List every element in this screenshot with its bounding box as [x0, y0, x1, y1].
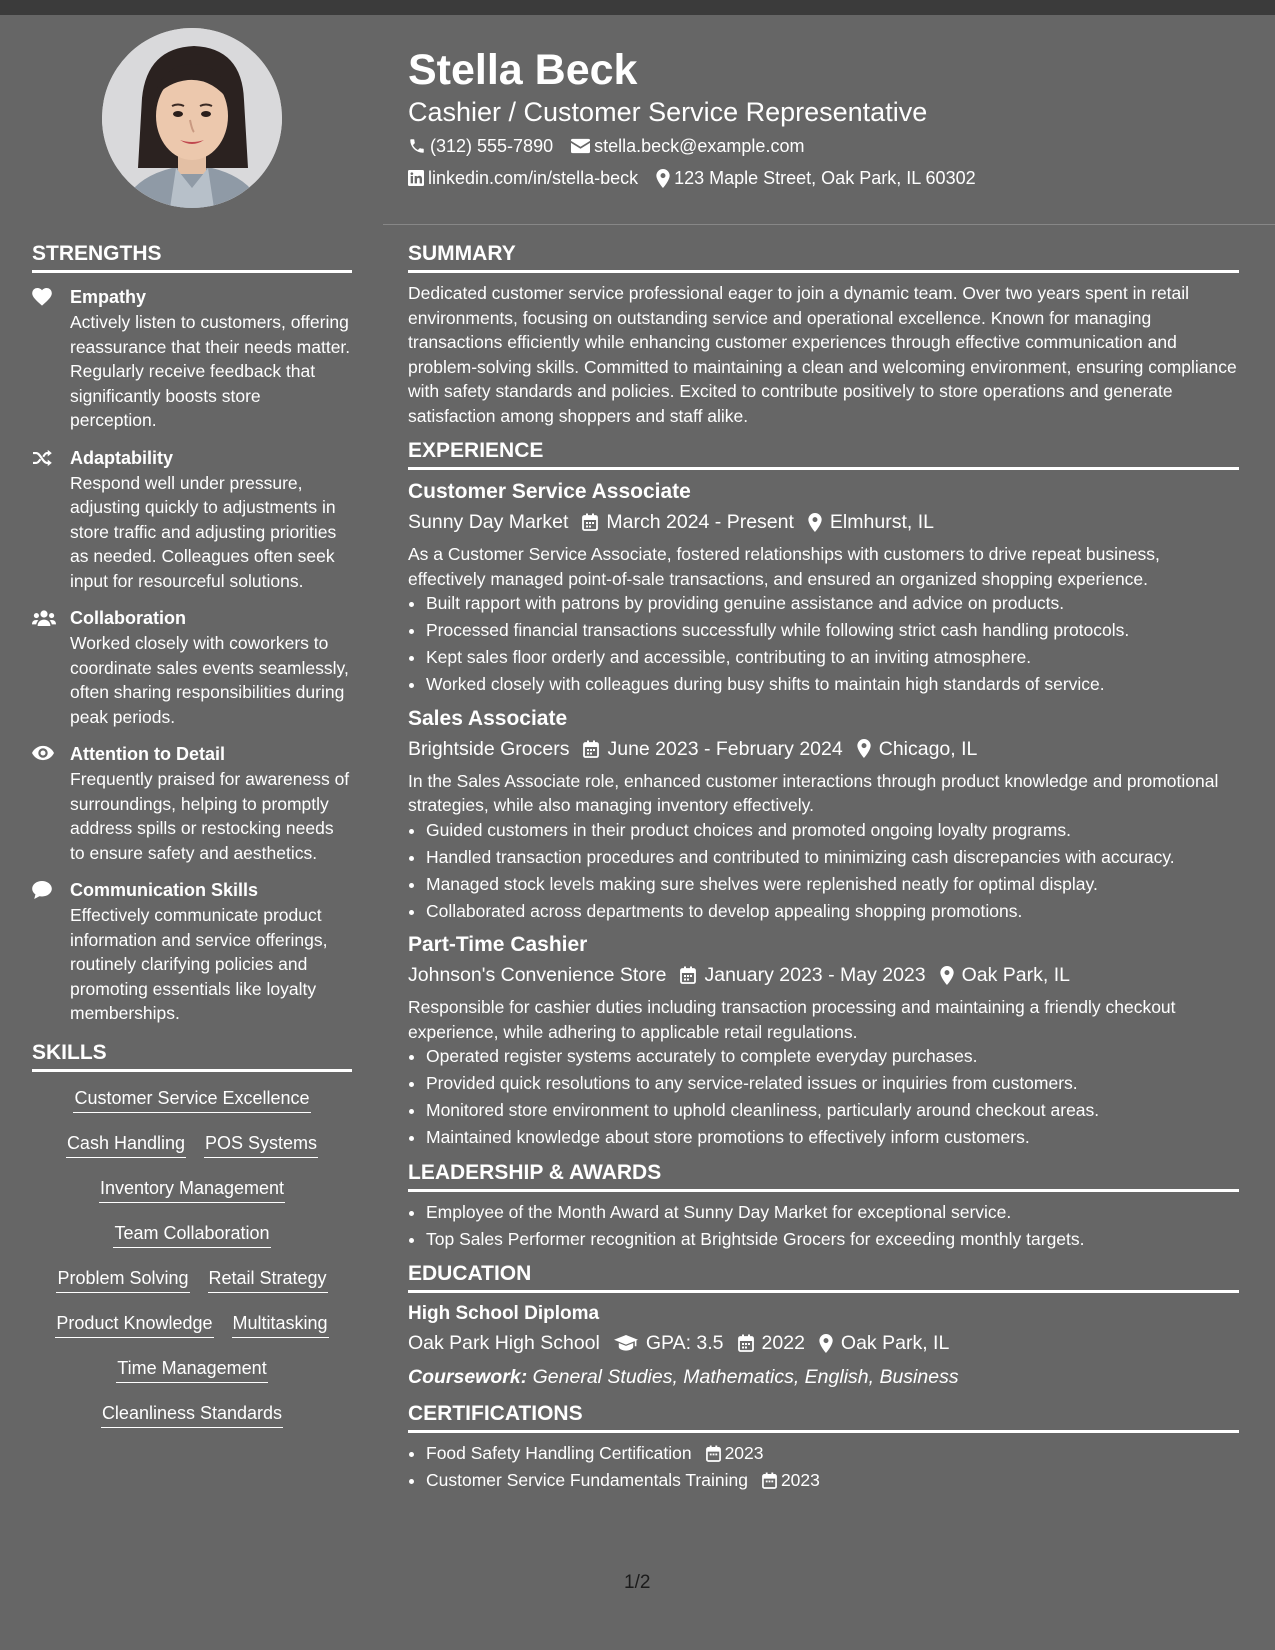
summary-section [408, 241, 1239, 428]
graduation-cap-icon [614, 1334, 638, 1352]
strength-collaboration [32, 607, 352, 729]
calendar-icon [680, 966, 696, 984]
job-company: Sunny Day Market [408, 511, 569, 533]
skill-row [32, 1356, 352, 1401]
education-heading: EDUCATION [408, 1261, 1239, 1293]
calendar-icon [583, 740, 599, 758]
contact-email[interactable] [571, 135, 804, 157]
envelope-icon [571, 138, 590, 154]
strength-desc: Frequently praised for awareness of surroundings, helping to promptly address spills or restocking needs to ensure safety and aesthetics. [70, 769, 350, 863]
gpa-wrap [614, 1329, 724, 1357]
job-description: As a Customer Service Associate, fostered relationships with customers to drive repeat business, effectively managed point-of-sale transactions, and ensured an organized shopping experience. [408, 544, 1160, 589]
candidate-title: Cashier / Customer Service Representative [408, 97, 928, 127]
eye-icon [32, 745, 54, 761]
cert-name: • Food Safety Handling Certification [426, 1443, 692, 1463]
strengths-list [32, 286, 352, 1026]
strength-name: Collaboration [70, 608, 186, 628]
job-dates-wrap [583, 735, 842, 763]
job-description: Responsible for cashier duties including transaction processing and maintaining a friendly checkout experience, while adhering to applicable retail regulations. [408, 997, 1176, 1042]
profile-photo [102, 28, 282, 208]
job-meta [408, 735, 1239, 763]
job-meta [408, 508, 1239, 536]
skill-tag: Cash Handling [66, 1131, 186, 1158]
edu-location-wrap [819, 1329, 949, 1357]
job-location: Chicago, IL [878, 737, 978, 760]
coursework-label: Coursework: [408, 1366, 528, 1388]
skill-tag: Cleanliness Standards [101, 1401, 283, 1428]
left-column [32, 241, 352, 1446]
job-company: Johnson's Convenience Store [408, 964, 667, 986]
strength-name: Adaptability [70, 447, 174, 468]
edu-year: 2022 [761, 1332, 805, 1354]
job-location: Elmhurst, IL [829, 511, 934, 533]
job-dates: March 2024 - Present [606, 511, 794, 533]
job-bullet: • Managed stock levels making sure shelves were replenished neatly for optimal display. [426, 872, 1239, 897]
skill-tag: Inventory Management [99, 1176, 285, 1203]
strength-adaptability [32, 447, 352, 594]
contact-address [656, 167, 976, 189]
job-dates: January 2023 - May 2023 [704, 964, 926, 986]
skill-tag: Customer Service Excellence [73, 1086, 310, 1113]
job-dates-wrap [582, 508, 794, 536]
certifications-heading: CERTIFICATIONS [408, 1401, 1239, 1433]
skill-tag: Problem Solving [56, 1266, 189, 1293]
coursework [408, 1363, 1239, 1391]
job-bullet: • Handled transaction procedures and contributed to minimizing cash discrepancies with accuracy. [426, 845, 1239, 870]
job-title: Sales Associate [408, 706, 568, 730]
linkedin-icon [408, 170, 424, 186]
strength-empathy [32, 286, 352, 433]
strength-desc: Effectively communicate product information and service offerings, routinely clarifying policies and promoting essentials like loyalty memberships. [70, 905, 328, 1023]
job-bullet: • Provided quick resolutions to any service-related issues or inquiries from customers. [426, 1071, 1239, 1096]
job-entry [408, 705, 1239, 924]
job-location: Oak Park, IL [961, 964, 1070, 986]
job-bullet: • Kept sales floor orderly and accessible, contributing to an inviting atmosphere. [426, 645, 1239, 670]
cert-year: 2023 [780, 1470, 820, 1490]
skill-tag: Product Knowledge [55, 1311, 213, 1338]
job-dates: June 2023 - February 2024 [607, 737, 843, 760]
job-entry [408, 931, 1239, 1150]
skill-row [32, 1221, 352, 1266]
job-location-wrap [940, 961, 1070, 989]
email-text[interactable]: stella.beck@example.com [594, 136, 805, 156]
skill-tag: Multitasking [232, 1311, 329, 1338]
page-number: 1/2 [624, 1572, 651, 1593]
job-dates-wrap [680, 961, 925, 989]
skill-tag: Retail Strategy [208, 1266, 328, 1293]
award-item: • Employee of the Month Award at Sunny Day Market for exceptional service. [426, 1200, 1239, 1225]
skill-tag: Team Collaboration [113, 1221, 270, 1248]
strength-communication-skills [32, 879, 352, 1026]
speech-bubble-icon [32, 881, 52, 899]
skill-row [32, 1266, 352, 1311]
strength-name: Empathy [70, 287, 147, 307]
skill-row [32, 1131, 352, 1176]
strength-desc: Respond well under pressure, adjusting quickly to adjustments in store traffic and adjusting priorities as needed. Colleagues often seek input for resourceful solutions. [70, 472, 337, 591]
school-name: Oak Park High School [408, 1332, 600, 1354]
job-location-wrap [808, 508, 934, 536]
phone-text: (312) 555-7890 [430, 136, 554, 156]
job-bullet: • Collaborated across departments to develop appealing shopping promotions. [426, 899, 1239, 924]
summary-text: Dedicated customer service professional eager to join a dynamic team. Over two years spent in retail environments, focusing on outstanding service and operational excellence. Known for managing transactions efficiently while enhancing customer experiences through effective communication and problem-solving skills. Committed to maintaining a clean and welcoming environment, ensuring compliance with safety standards and policies. Excited to contribute positively to store operations and generate satisfaction among shoppers and staff alike. [408, 283, 1237, 426]
contact-phone [408, 135, 553, 157]
contact-row-2 [408, 167, 994, 189]
job-bullet: • Worked closely with colleagues during busy shifts to maintain high standards of service. [426, 672, 1239, 697]
header-divider [383, 224, 1275, 225]
job-location-wrap [857, 735, 978, 763]
strength-attention-to-detail [32, 743, 352, 865]
users-icon [32, 609, 56, 627]
job-bullet: • Guided customers in their product choices and promoted ongoing loyalty programs. [426, 818, 1239, 843]
calendar-icon [706, 1445, 721, 1462]
skill-row [32, 1086, 352, 1131]
edu-year-wrap [738, 1329, 805, 1357]
experience-section [408, 438, 1239, 1150]
job-bullets [408, 591, 1239, 697]
map-pin-icon [656, 169, 670, 188]
job-bullet: • Operated register systems accurately to complete everyday purchases. [426, 1044, 1239, 1069]
map-pin-icon [857, 739, 871, 758]
job-bullet: • Built rapport with patrons by providing genuine assistance and advice on products. [426, 591, 1239, 616]
job-meta [408, 961, 1239, 989]
address-text: 123 Maple Street, Oak Park, IL 60302 [674, 168, 976, 188]
summary-heading: SUMMARY [408, 241, 1239, 273]
skill-row [32, 1176, 352, 1221]
strength-name: Attention to Detail [70, 744, 225, 764]
job-description: In the Sales Associate role, enhanced customer interactions through product knowledge and promotional strategies, while also managing inventory effectively. [408, 770, 1219, 815]
skill-tag: Time Management [116, 1356, 267, 1383]
job-bullets [408, 1044, 1239, 1150]
heart-icon [32, 288, 52, 306]
contact-row-1 [408, 135, 822, 157]
job-bullet: • Monitored store environment to uphold cleanliness, particularly around checkout areas. [426, 1098, 1239, 1123]
education-section [408, 1261, 1239, 1391]
map-pin-icon [808, 513, 822, 532]
certifications-section [408, 1401, 1239, 1493]
strength-name: Communication Skills [70, 880, 259, 900]
job-title: Customer Service Associate [408, 480, 691, 503]
strength-desc: Actively listen to customers, offering reassurance that their needs matter. Regularly receive feedback that significantly boosts store perception. [70, 312, 351, 430]
skill-row [32, 1401, 352, 1446]
skills-heading: SKILLS [32, 1040, 352, 1072]
certification-item [426, 1441, 1239, 1466]
skill-tag: POS Systems [204, 1131, 318, 1158]
coursework-text: General Studies, Mathematics, English, Business [532, 1366, 959, 1388]
right-column [408, 241, 1239, 1503]
calendar-icon [762, 1472, 777, 1489]
awards-list [408, 1200, 1239, 1252]
cert-year: 2023 [724, 1443, 764, 1463]
awards-heading: LEADERSHIP & AWARDS [408, 1160, 1239, 1192]
education-meta [408, 1329, 1239, 1357]
candidate-name: Stella Beck [408, 46, 638, 94]
top-bar [0, 0, 1275, 15]
shuffle-icon [32, 449, 52, 467]
job-title: Part-Time Cashier [408, 933, 588, 956]
job-bullet: • Maintained knowledge about store promotions to effectively inform customers. [426, 1125, 1239, 1150]
strengths-heading: STRENGTHS [32, 241, 352, 273]
edu-location: Oak Park, IL [840, 1332, 950, 1354]
linkedin-text[interactable]: linkedin.com/in/stella-beck [428, 168, 639, 188]
map-pin-icon [819, 1334, 833, 1353]
calendar-icon [738, 1334, 754, 1352]
gpa-text: GPA: 3.5 [645, 1332, 724, 1354]
skill-row [32, 1311, 352, 1356]
degree-title: High School Diploma [408, 1303, 600, 1324]
map-pin-icon [940, 966, 954, 985]
job-company: Brightside Grocers [408, 737, 570, 760]
certification-item [426, 1468, 1239, 1493]
phone-icon [408, 137, 426, 155]
job-entry [408, 478, 1239, 697]
job-bullets [408, 818, 1239, 924]
awards-section [408, 1160, 1239, 1252]
cert-name: • Customer Service Fundamentals Training [426, 1470, 748, 1490]
calendar-icon [582, 513, 598, 531]
strength-desc: Worked closely with coworkers to coordinate sales events seamlessly, often sharing responsibilities during peak periods. [70, 633, 349, 727]
skills-list [32, 1086, 352, 1446]
award-item: • Top Sales Performer recognition at Brightside Grocers for exceeding monthly targets. [426, 1227, 1239, 1252]
certifications-list [408, 1441, 1239, 1493]
experience-heading: EXPERIENCE [408, 438, 1239, 470]
job-bullet: • Processed financial transactions successfully while following strict cash handling protocols. [426, 618, 1239, 643]
contact-linkedin[interactable] [408, 167, 638, 189]
